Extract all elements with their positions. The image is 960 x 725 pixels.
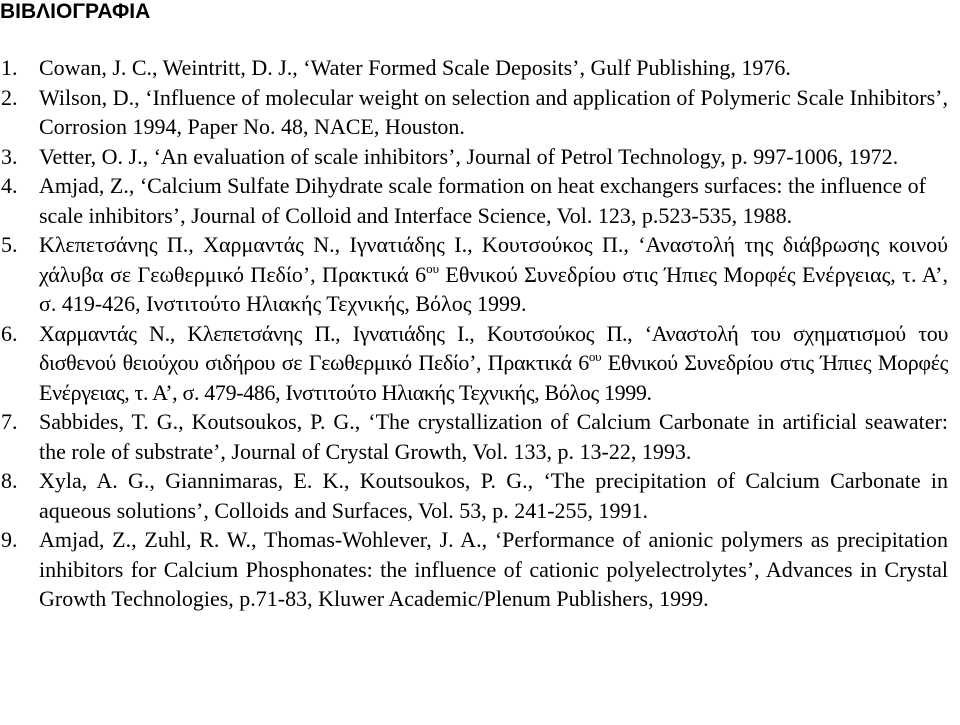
- reference-text: Amjad, Z., Zuhl, R. W., Thomas-Wohlever, J. A., ‘Performance of anionic polymers as precipitation inhibitors for Calcium Phosphonates: the influence of cationic polyelectrolytes’, Advances in Crystal Growth Technologies, p.71-83, Kluwer Academic/Plenum Publishers, 1999.: [39, 527, 948, 611]
- reference-text: [39, 319, 948, 408]
- reference-number: 4.: [1, 173, 18, 198]
- reference-text: Wilson, D., ‘Influence of molecular weight on selection and application of Polymeric Scale Inhibitors’, Corrosion 1994, Paper No. 48, NACE, Houston.: [39, 84, 948, 139]
- ordinal-superscript: ου: [588, 349, 602, 364]
- reference-item-7: [0, 407, 948, 466]
- reference-text-part: Χαρμαντάς Ν., Κλεπετσάνης Π., Ιγνατιάδης Ι., Κουτσούκος Π., ‘Αναστολή του σχηματισμού του δισθενού θειούχου σιδήρου σε Γεωθερμικό Πεδίο’, Πρακτικά 6: [39, 320, 948, 375]
- reference-number: 5.: [1, 232, 18, 257]
- ordinal-superscript: ου: [426, 260, 440, 276]
- reference-number: 1.: [1, 55, 18, 80]
- reference-item-4: [0, 171, 948, 230]
- reference-item-2: [0, 83, 948, 142]
- reference-number: 9.: [1, 527, 18, 552]
- reference-item-8: [0, 466, 948, 525]
- reference-text: Xyla, A. G., Giannimaras, E. K., Koutsoukos, P. G., ‘The precipitation of Calcium Carbonate in aqueous solutions’, Colloids and Surfaces, Vol. 53, p. 241-255, 1991.: [39, 468, 948, 523]
- reference-text-part: Κλεπετσάνης Π., Χαρμαντάς Ν., Ιγνατιάδης Ι., Κουτσούκος Π., ‘Αναστολή της διάβρωσης κοινού χάλυβα σε Γεωθερμικό Πεδίο’, Πρακτικά 6: [39, 232, 948, 287]
- reference-text: Cowan, J. C., Weintritt, D. J., ‘Water Formed Scale Deposits’, Gulf Publishing, 1976.: [39, 55, 791, 80]
- reference-number: 3.: [1, 143, 18, 169]
- reference-text: Sabbides, T. G., Koutsoukos, P. G., ‘The crystallization of Calcium Carbonate in artificial seawater: the role of substrate’, Journal of Crystal Growth, Vol. 133, p. 13-22, 1993.: [39, 409, 948, 464]
- reference-number: 8.: [1, 468, 18, 493]
- reference-number: 6.: [1, 320, 18, 346]
- reference-item-3: [0, 142, 948, 172]
- reference-text-part: Εθνικού Συνεδρίου στις Ήπιες Μορφές Ενέργειας, τ. Α’, σ. 419-426, Ινστιτούτο Ηλιακής Τεχνικής, Βόλος 1999.: [39, 261, 948, 316]
- reference-item-1: [0, 53, 948, 83]
- reference-number: 7.: [1, 409, 18, 434]
- reference-list: [0, 53, 948, 614]
- reference-item-5: [0, 230, 948, 319]
- reference-number: 2.: [1, 84, 18, 110]
- reference-text-part: Εθνικού Συνεδρίου στις Ήπιες Μορφές Ενέργειας, τ. Α’, σ. 479-486, Ινστιτούτο Ηλιακής Τεχνικής, Βόλος 1999.: [39, 350, 948, 405]
- reference-text: Vetter, O. J., ‘An evaluation of scale inhibitors’, Journal of Petrol Technology, p. 997-1006, 1972.: [39, 143, 899, 169]
- reference-text: [39, 230, 948, 319]
- reference-item-9: [0, 525, 948, 614]
- reference-text: Amjad, Z., ‘Calcium Sulfate Dihydrate scale formation on heat exchangers surfaces: the influence of scale inhibitors’, Journal of Colloid and Interface Science, Vol. 123, p.523-535, 1988.: [39, 173, 927, 228]
- page-title: ΒΙΒΛΙΟΓΡΑΦΙΑ: [0, 0, 151, 23]
- reference-item-6: [0, 319, 948, 408]
